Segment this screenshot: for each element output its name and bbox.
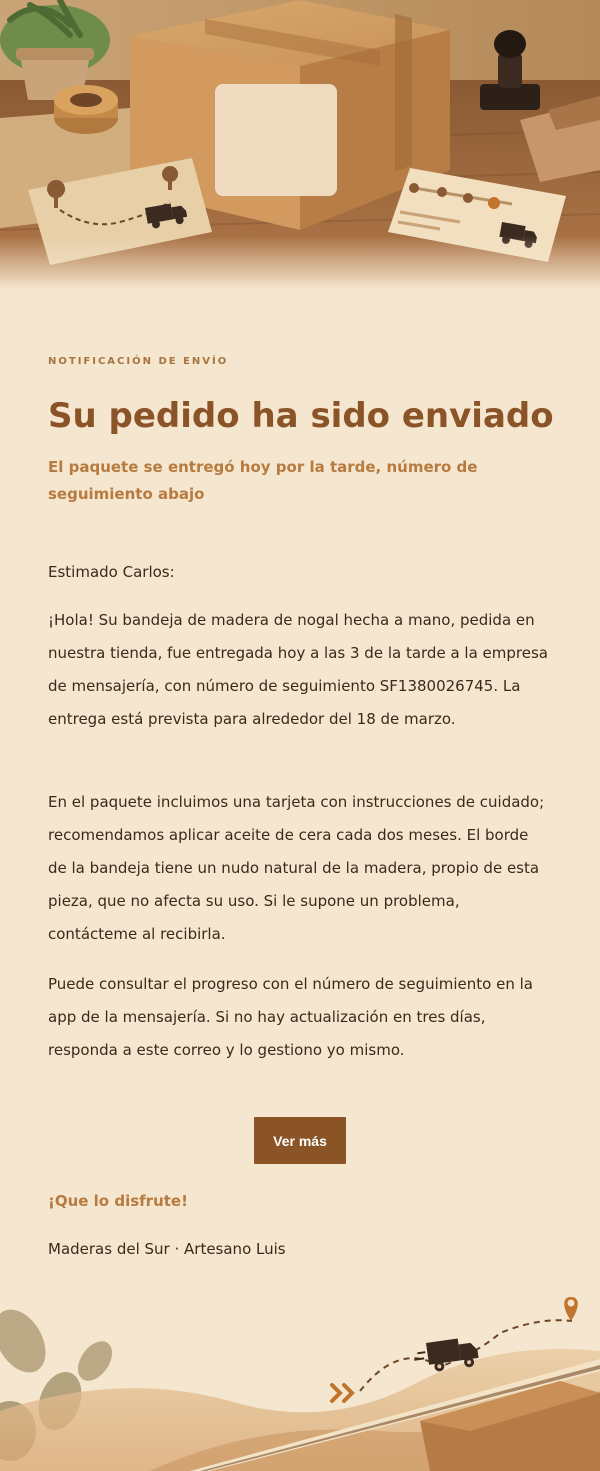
view-more-button[interactable]: Ver más [254,1117,346,1164]
location-pin-icon [564,1297,578,1321]
greeting: Estimado Carlos: [48,563,175,581]
hero-illustration [0,0,600,290]
eyebrow-label: NOTIFICACIÓN DE ENVÍO [48,356,229,367]
page-title: Su pedido ha sido enviado [48,396,554,436]
body-paragraph-2: En el paquete incluimos una tarjeta con instrucciones de cuidado; recomendamos aplicar aceite de cera cada dos meses. El borde de la bandeja tiene un nudo natural de la madera, propio de esta pieza, que no afecta su uso. Si le supone un problema, contácteme al recibirla. [48,793,545,943]
subtitle: El paquete se entregó hoy por la tarde, número de seguimiento abajo [48,458,478,503]
tape-roll-icon [54,85,118,134]
body-paragraph-1: ¡Hola! Su bandeja de madera de nogal hecha a mano, pedida en nuestra tienda, fue entregada hoy a las 3 de la tarde a la empresa de mensajería, con número de seguimiento SF1380026745. La entrega está prevista para alrededor del 18 de marzo. [48,611,548,728]
signature: Maderas del Sur · Artesano Luis [48,1240,286,1258]
body-paragraph-3: Puede consultar el progreso con el número de seguimiento en la app de la mensajería. Si no hay actualización en tres días, responda a este correo y lo gestiono yo mismo. [48,975,533,1059]
footer-illustration [0,1281,600,1471]
double-chevron-icon [332,1385,352,1401]
closing-line: ¡Que lo disfrute! [48,1192,188,1210]
